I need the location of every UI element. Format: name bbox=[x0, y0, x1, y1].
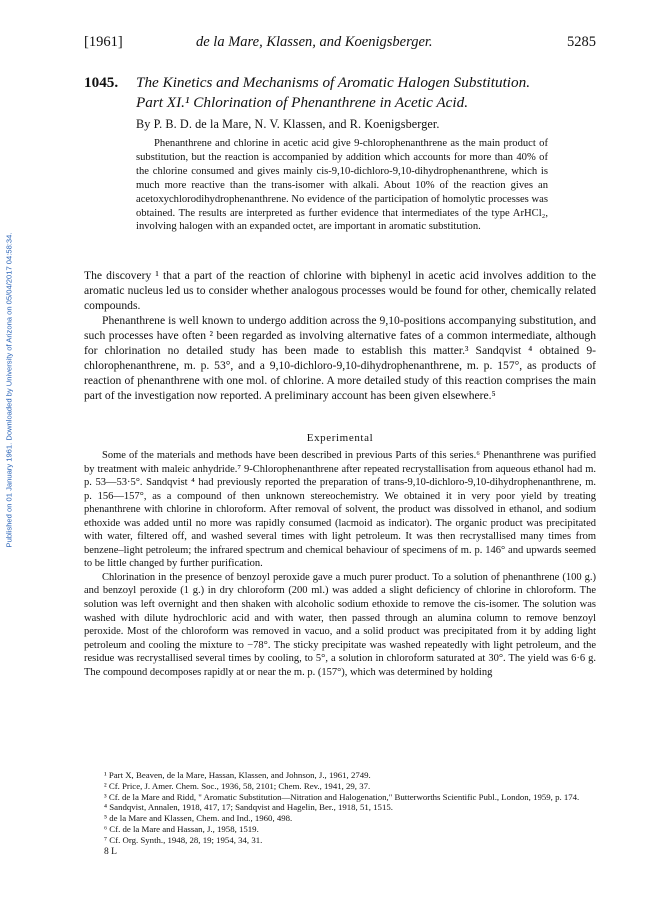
abstract bbox=[136, 137, 548, 234]
experimental-paragraph-2: Chlorination in the presence of benzoyl peroxide gave a much purer product. To a solution of phenanthrene (100 g.) and benzoyl peroxide (1 g.) in dry chloroform (200 ml.) was added a slight deficiency of chlorine in chloroform. The solution was left overnight and then shaken with alcoholic sodium ethoxide to remove the cis-isomer. The solution was washed with dilute hydrochloric acid and with water, then passed through an alumina column to remove benzoyl peroxide. Most of the chloroform was removed in vacuo, and a solid product was precipitated from it by adding light petroleum and cooling the mixture to −78°. The sticky precipitate was washed repeatedly with light petroleum, and the residue was recrystallised several times by cooling, to 5°, a solution in chloroform saturated at 30°. The yield was 6·6 g. The compound decomposes rapidly at or near the m. p. (157°), which was determined by holding bbox=[84, 571, 596, 678]
experimental-paragraph-1: Some of the materials and methods have been described in previous Parts of this series.⁶ Phenanthrene was purified by treatment with maleic anhydride.⁷ 9-Chlorophenanthrene after repeated recrystallisation from aqueous ethanol had m. p. 53—53·5°. Sandqvist ⁴ had previously reported the preparation of trans-9,10-dichloro-9,10-dihydrophenanthrene, m. p. 156—157°, as a compound of then unknown stereochemistry. We obtained it in very poor yield by treating phenanthrene with chlorine in chloroform. After removal of solvent, the product was dissolved in ethanol, and sodium ethoxide was added until no more was rapidly consumed (lacmoid as indicator). The organic product was precipitated with water, filtered off, and washed several times with light petroleum. It was then recrystallised many times from benzene–light petroleum; the infrared spectrum and chemical behaviour of specimens of m. p. 146° and upwards seemed to be little changed by further purification. bbox=[84, 450, 596, 570]
footnotes bbox=[84, 770, 596, 857]
header-page-number: 5285 bbox=[567, 34, 596, 50]
footnote-2: ² Cf. Price, J. Amer. Chem. Soc., 1936, 58, 2101; Chem. Rev., 1941, 29, 37. bbox=[104, 780, 371, 791]
introduction bbox=[84, 268, 596, 403]
intro-paragraph-2: Phenanthrene is well known to undergo addition across the 9,10-positions accompanying substitution, and such processes have often ² been regarded as involving alternative fates of a common intermediate, although for chlorination no detailed study has been made to establish this matter.³ Sandqvist ⁴ obtained 9-chlorophenanthrene, m. p. 53°, and a 9,10-dichloro-9,10-dihydrophenanthrene, m. p. 157°, as products of reaction of phenanthrene with one mol. of chlorine. A more detailed study of this reaction comprises the main part of the investigation now reported. A preliminary account has been given elsewhere.⁵ bbox=[84, 314, 596, 402]
footnote-3: ³ Cf. de la Mare and Ridd, " Aromatic Substitution—Nitration and Halogenation," Butterworths Scientific Publ., London, 1959, p. 174. bbox=[104, 791, 580, 802]
header-year: [1961] bbox=[84, 34, 123, 50]
footnote-1: ¹ Part X, Beaven, de la Mare, Hassan, Klassen, and Johnson, J., 1961, 2749. bbox=[104, 770, 371, 780]
section-heading-experimental: Experimental bbox=[306, 432, 374, 444]
author-list: By P. B. D. de la Mare, N. V. Klassen, and R. Koenigsberger. bbox=[136, 117, 440, 131]
paper-number: 1045. bbox=[84, 74, 119, 91]
footnote-6: ⁶ Cf. de la Mare and Hassan, J., 1958, 1519. bbox=[104, 823, 259, 834]
running-header bbox=[84, 34, 596, 52]
title-line-2: Part XI.¹ Chlorination of Phenanthrene in Acetic Acid. bbox=[136, 94, 469, 111]
footnote-4: ⁴ Sandqvist, Annalen, 1918, 417, 17; Sandqvist and Hagelin, Ber., 1918, 51, 1515. bbox=[104, 802, 393, 813]
intro-paragraph-1: The discovery ¹ that a part of the reaction of chlorine with biphenyl in acetic acid involves addition to the aromatic nucleus led us to consider whether analogous processes would be found for other, chemically related compounds. bbox=[84, 269, 596, 312]
footnote-5: ⁵ de la Mare and Klassen, Chem. and Ind., 1960, 498. bbox=[104, 813, 293, 824]
experimental-section bbox=[84, 449, 596, 679]
signature-mark: 8 L bbox=[104, 846, 117, 857]
abstract-text: Phenanthrene and chlorine in acetic acid give 9-chlorophenanthrene as the main product of substitution, but the reaction is accompanied by addition which accounts for more than 40% of the chlorine consumed and gives mainly cis-9,10-dichloro-9,10-dihydrophenanthrene, which is much more reactive than the trans-isomer with alkali. About 10% of the reaction gives an acetoxychlorodihydrophenanthrene. No evidence of the participation of homolytic processes was obtained. The results are interpreted as further evidence that intermediates of the type ArHCl₂, involving halogen with an expanded octet, are important in aromatic substitution. bbox=[136, 138, 548, 233]
download-stamp bbox=[2, 150, 16, 630]
title-text-1: The Kinetics and Mechanisms of Aromatic Halogen Substitution. bbox=[136, 74, 531, 91]
title-line-1 bbox=[84, 73, 596, 93]
header-authors: de la Mare, Klassen, and Koenigsberger. bbox=[196, 34, 433, 50]
footnote-7: ⁷ Cf. Org. Synth., 1948, 28, 19; 1954, 34, 31. bbox=[104, 834, 263, 845]
article-title-block bbox=[84, 73, 596, 132]
download-stamp-text[interactable]: Published on 01 January 1961. Downloaded by University of Arizona on 05/04/2017 04:58:34. bbox=[4, 232, 14, 548]
